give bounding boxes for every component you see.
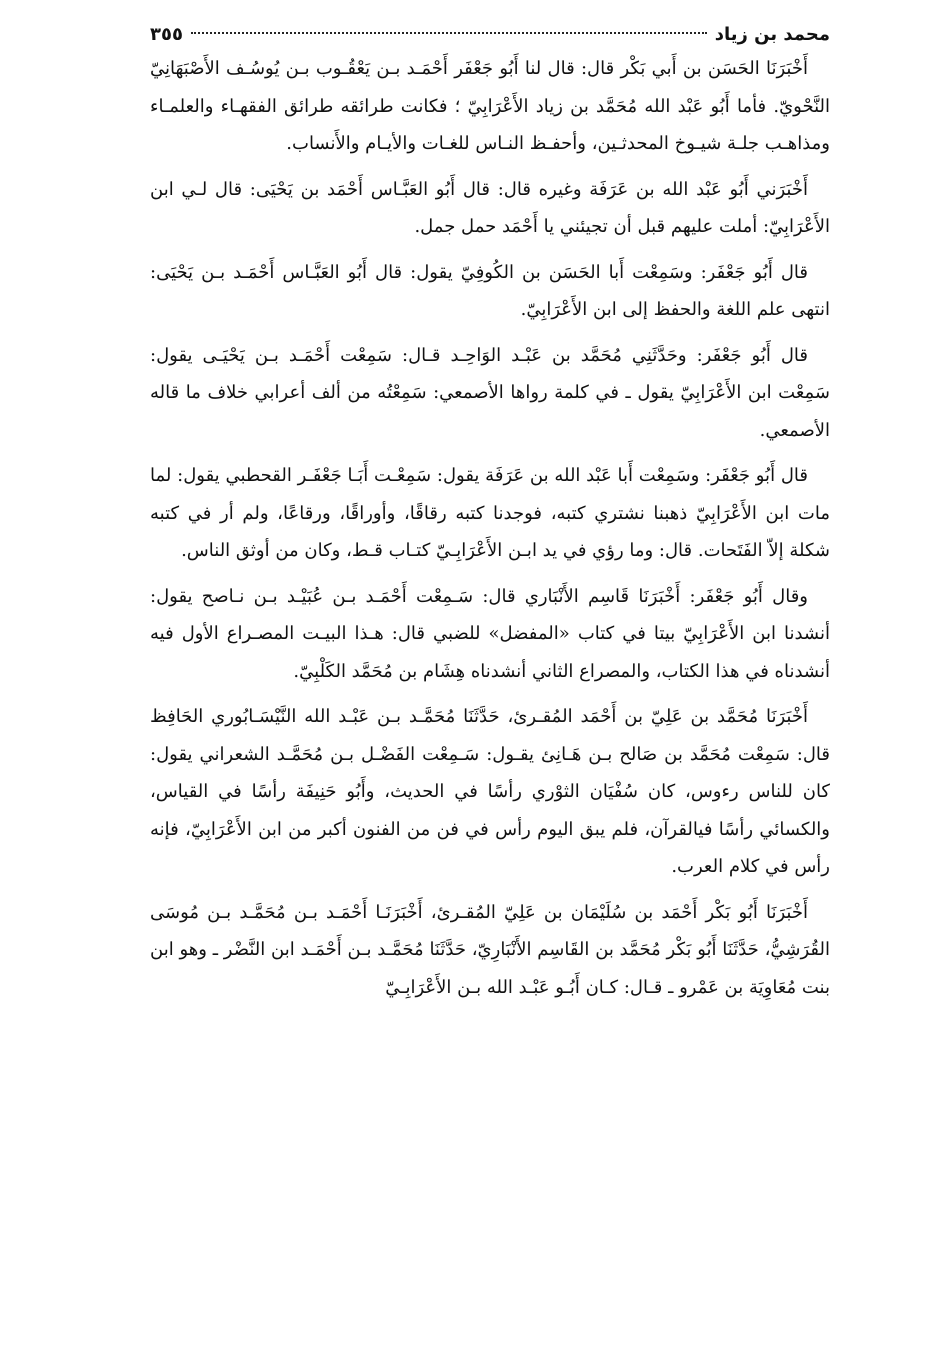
paragraph: أَخْبَرَنَا أَبُو بَكْر أَحْمَد بن سُلَيْمَان بن عَلِيّ المُقـرئ، أَخْبَرَنَـا أَحْمَـد بـن مُحَمَّـد بـن مُوسَى القُرَشِيُّ، حَدَّثَنَا أَبُو بَكْر مُحَمَّد بن القَاسِم الأَنْبَارِيّ، حَدَّثَنَا مُحَمَّـد بـن أَحْمَـد ابن النَّضْر ـ وهو ابن بنت مُعَاوِيَة بن عَمْرو ـ قـال: كـان أَبُـو عَبْـد الله بـن الأَعْرَابِـيّ [150, 901, 830, 998]
paragraph: قال أَبُو جَعْفَر: وسَمِعْت أَبا عَبْد الله بن عَرَفَة يقول: سَمِعْـت أَبَـا جَعْفَـر القحطبي يقول: لما مات ابن الأَعْرَابِيّ ذهبنا نشتري كتبه، فوجدنا كتبه رقاقًا، وأوراقًا، ورقاعًا، ولم أر في كتبه شكلة إلاّ الفَتَحات. قال: وما رؤي في يد ابـن الأَعْرَابِـيّ كتـاب قـط، وكان من أوثق الناس. [150, 465, 830, 561]
dot-leader [191, 32, 707, 34]
paragraph: وقال أَبُو جَعْفَر: أَخْبَرَنَا قَاسِم الأَنْبَاري قال: سَـمِعْت أَحْمَـد بـن عُبَيْـد بـن نـاصح يقول: أنشدنا ابن الأَعْرَابِيّ بيتا في كتاب «المفضل» للضبي قال: هـذا البيـت المصـراع الأول فيه أنشدناه في هذا الكتاب، والمصراع الثاني أنشدناه هِشَام بن مُحَمَّد الكَلْبِيّ. [150, 585, 830, 682]
page-number: ٣٥٥ [150, 24, 183, 45]
paragraph: أَخْبَرَني أَبُو عَبْد الله بن عَرَفَة وغيره قال: قال أَبُو العَبَّـاس أَحْمَد بن يَحْيَى: قال لـي ابن الأَعْرَابِيّ: أملت عليهم قبل أن تجيئني يا أَحْمَد حمل جمل. [150, 178, 830, 237]
body-text [150, 50, 830, 1006]
paragraph: قال أَبُو جَعْفَر: وحَدَّثَنِي مُحَمَّد بن عَبْـد الوَاحِـد قـال: سَمِعْت أَحْمَـد بـن يَحْيَـى يقول: سَمِعْت ابن الأَعْرَابِيّ يقول ـ في كلمة رواها الأصمعي: سَمِعْتُه من ألف أعرابي خلاف ما قاله الأصمعي. [150, 344, 830, 441]
paragraph: أَخْبَرَنَا مُحَمَّد بن عَلِيّ بن أَحْمَد المُقـرئ، حَدَّثَنَا مُحَمَّـد بـن عَبْـد الله النَّيْسَـابُوري الحَافِظ قال: سَمِعْت مُحَمَّد بن صَالح بـن هَـانِئ يقـول: سَـمِعْت الفَضْـل بـن مُحَمَّـد الشعراني يقول: كان للناس رءوس، كان سُفْيَان الثوْري رأسًا في الحديث، وأَبُو حَنِيفَة رأسًا في القياس، والكسائي رأسًا فيالقرآن، فلم يبق اليوم رأس في فن من الفنون أكبر من ابن الأَعْرَابِيّ، فإنه رأس في كلام العرب. [150, 706, 830, 877]
book-page [150, 22, 830, 1014]
running-head [150, 22, 830, 50]
running-title: محمد بن زياد [714, 24, 830, 45]
paragraph: أَخْبَرَنَا الحَسَن بن أَبي بَكْر قال: قال لنا أَبُو جَعْفَر أَحْمَـد بـن يَعْقُـوب بـن يُوسُـف الأَصْبَهَانِيّ النَّحْويّ. فأما أَبُو عَبْد الله مُحَمَّد بن زياد الأَعْرَابِيّ ؛ فكانت طرائقه طرائق الفقهـاء والعلمـاء ومذاهـب جلـة شيـوخ المحدثـين، وأحفـظ النـاس للغـات والأيـام والأَنساب. [150, 58, 830, 154]
paragraph: قال أَبُو جَعْفَر: وسَمِعْت أَبا الحَسَن بن الكُوفِيّ يقول: قال أَبُو العَبَّـاس أَحْمَـد بـن يَحْيَى: انتهى علم اللغة والحفظ إلى ابن الأَعْرَابِيّ. [150, 261, 830, 320]
